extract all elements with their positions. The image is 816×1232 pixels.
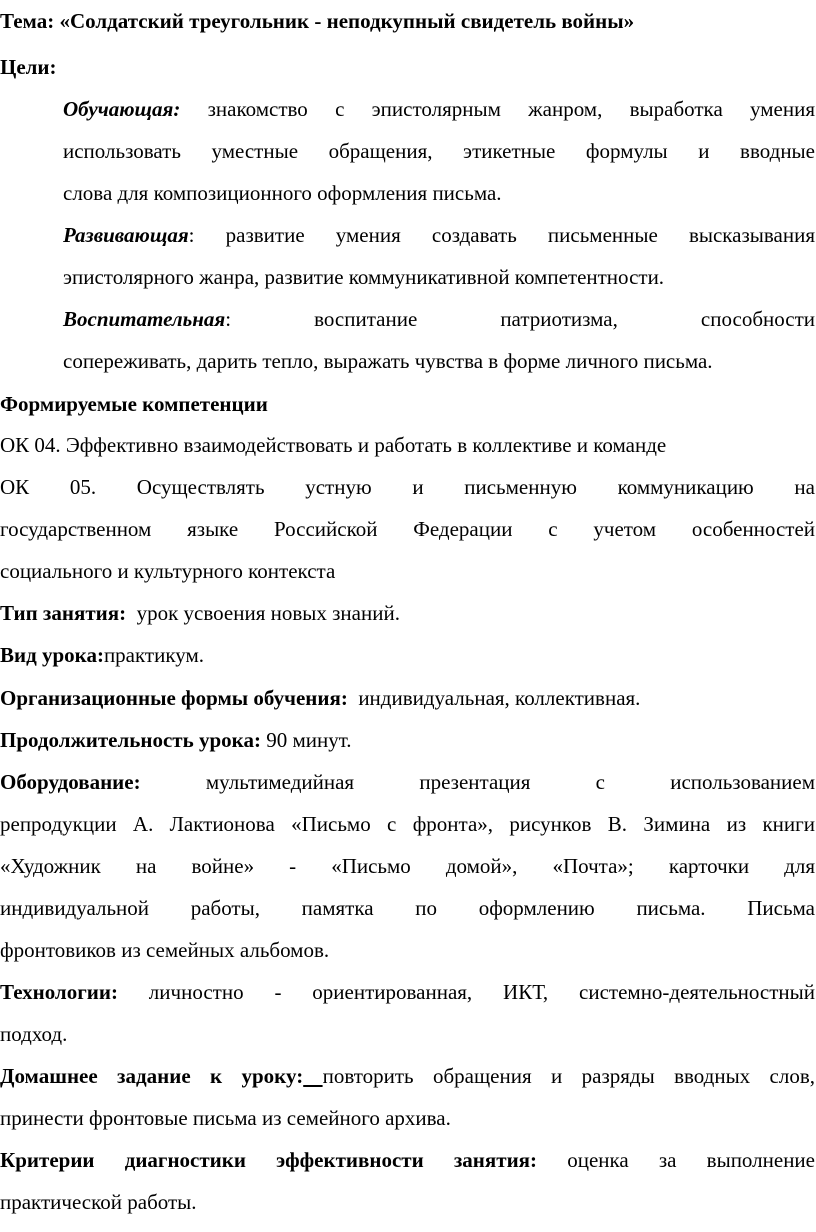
competency-ok04 <box>0 433 666 457</box>
goals-heading-text: Цели: <box>0 55 57 79</box>
criteria-line-1 <box>0 1148 815 1172</box>
competency-ok05-line-1 <box>0 475 815 499</box>
homework-line-2 <box>0 1106 451 1130</box>
technologies-label: Технологии: <box>0 980 118 1004</box>
teaching-goal-line-1 <box>63 97 815 121</box>
lesson-kind-label: Вид урока: <box>0 643 104 667</box>
equipment-line-3 <box>0 854 815 878</box>
educational-goal-line-2 <box>63 349 713 373</box>
duration-label: Продолжительность урока: <box>0 728 261 752</box>
technologies-text-2: подход. <box>0 1022 68 1046</box>
technologies-line-1 <box>0 980 815 1004</box>
developing-goal-line-2 <box>63 265 664 289</box>
technologies-line-2 <box>0 1022 67 1046</box>
duration-value: 90 минут. <box>260 728 352 752</box>
equipment-line-4 <box>0 896 815 920</box>
educational-goal-text-2: сопереживать, дарить тепло, выражать чувства в форме личного письма. <box>63 349 713 373</box>
competency-ok05-line-2 <box>0 517 815 541</box>
equipment-text-5: фронтовиков из семейных альбомов. <box>0 938 330 962</box>
equipment-text-3: «Художник на войне» - «Письмо домой», «Почта»; карточки для <box>0 854 815 878</box>
educational-goal-label: Воспитательная <box>63 307 226 331</box>
competencies-heading-text: Формируемые компетенции <box>0 392 268 416</box>
equipment-line-5 <box>0 938 329 962</box>
lesson-type-line <box>0 601 400 625</box>
lesson-kind-value: практикум. <box>103 643 205 667</box>
org-forms-line <box>0 686 640 710</box>
equipment-line-2 <box>0 812 815 836</box>
equipment-text-4: индивидуальной работы, памятка по оформлению письма. Письма <box>0 896 815 920</box>
topic-label: Тема: <box>0 9 55 33</box>
topic-text: «Солдатский треугольник - неподкупный свидетель войны» <box>59 9 635 33</box>
competency-ok05-text-1: ОК 05. Осуществлять устную и письменную коммуникацию на <box>0 475 815 499</box>
org-forms-label: Организационные формы обучения: <box>0 686 348 710</box>
competencies-heading <box>0 392 268 416</box>
competency-ok05-text-2: государственном языке Российской Федерации с учетом особенностей <box>0 517 815 541</box>
criteria-line-2 <box>0 1190 197 1214</box>
teaching-goal-line-2 <box>63 139 815 163</box>
teaching-goal-label: Обучающая: <box>63 97 181 121</box>
homework-text-2: принести фронтовые письма из семейного архива. <box>0 1106 451 1130</box>
educational-goal-text-1: : воспитание патриотизма, способности <box>225 307 815 331</box>
developing-goal-line-1 <box>63 223 815 247</box>
developing-goal-text-1: : развитие умения создавать письменные высказывания <box>188 223 815 247</box>
equipment-label: Оборудование: <box>0 770 141 794</box>
homework-line-1 <box>0 1064 815 1088</box>
lesson-type-label: Тип занятия: <box>0 601 127 625</box>
duration-line <box>0 728 352 752</box>
teaching-goal-line-3 <box>63 181 502 205</box>
equipment-text-1: мультимедийная презентация с использованием <box>205 770 815 794</box>
lesson-kind-line <box>0 643 204 667</box>
educational-goal-line-1 <box>63 307 815 331</box>
homework-label: Домашнее задание к уроку: <box>0 1064 304 1088</box>
goals-heading <box>0 55 57 79</box>
topic-line <box>0 9 634 33</box>
org-forms-value: индивидуальная, коллективная. <box>347 686 641 710</box>
competency-ok05-text-3: социального и культурного контекста <box>0 559 336 583</box>
homework-text-1: повторить обращения и разряды вводных слов, <box>322 1064 816 1088</box>
equipment-text-2: репродукции А. Лактионова «Письмо с фронта», рисунков В. Зимина из книги <box>0 812 815 836</box>
criteria-text-2: практической работы. <box>0 1190 197 1214</box>
developing-goal-label: Развивающая <box>63 223 189 247</box>
competency-ok04-text: ОК 04. Эффективно взаимодействовать и работать в коллективе и команде <box>0 433 667 457</box>
criteria-label: Критерии диагностики эффективности занятия: <box>0 1148 538 1172</box>
teaching-goal-text-1: знакомство с эпистолярным жанром, выработка умения <box>207 97 816 121</box>
equipment-line-1 <box>0 770 815 794</box>
homework-underline <box>303 1064 322 1088</box>
criteria-text-1: оценка за выполнение <box>537 1148 815 1172</box>
lesson-type-value: урок усвоения новых знаний. <box>126 601 400 625</box>
teaching-goal-text-3: слова для композиционного оформления письма. <box>63 181 502 205</box>
competency-ok05-line-3 <box>0 559 335 583</box>
developing-goal-text-2: эпистолярного жанра, развитие коммуникативной компетентности. <box>63 265 665 289</box>
technologies-text-1: личностно - ориентированная, ИКТ, системно-деятельностный <box>117 980 815 1004</box>
teaching-goal-text-2: использовать уместные обращения, этикетные формулы и вводные <box>63 139 815 163</box>
